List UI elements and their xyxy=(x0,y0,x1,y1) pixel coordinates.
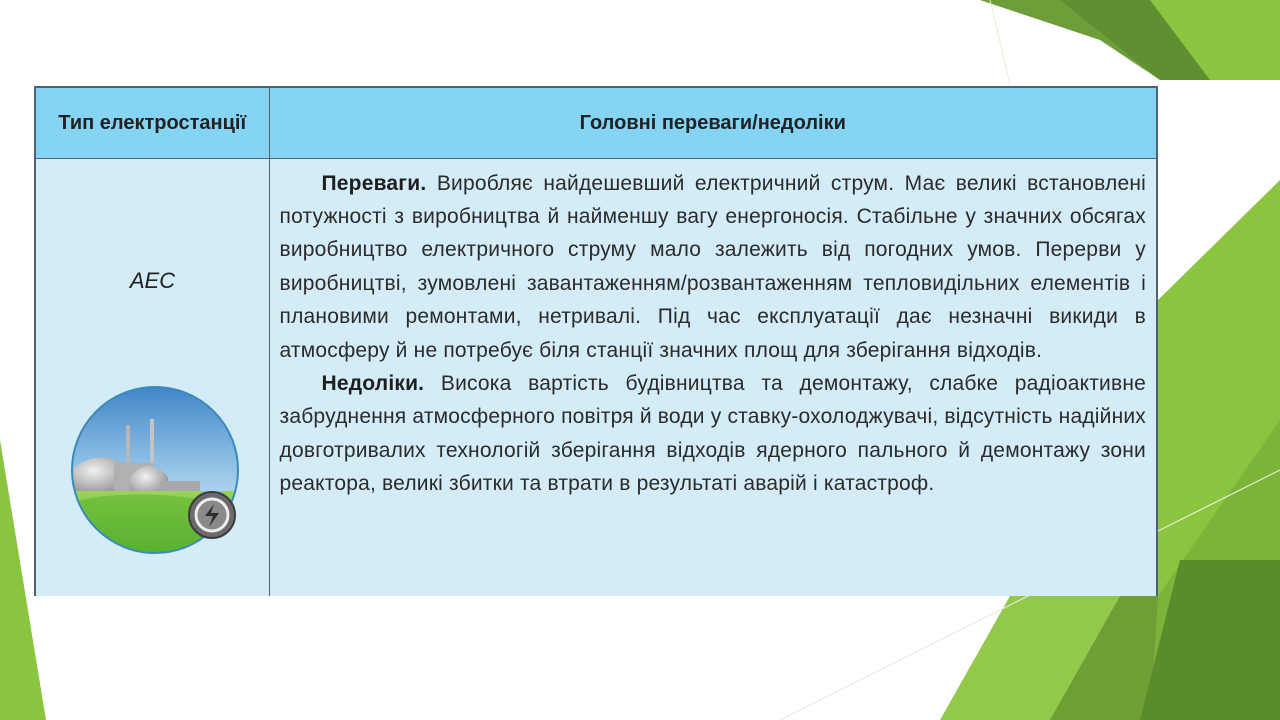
advantages-label: Переваги. xyxy=(321,171,427,195)
disadvantages-label: Недоліки. xyxy=(321,371,425,395)
header-type: Тип електростанції xyxy=(36,88,269,158)
disadvantages-text: Висока вартість будівництва та демонтажу, слабке радіоактивне забруднення атмосферного повітря й води у ставку-охолоджувачі, відсутність надійних довготривалих технологій зберігання відходів ядерного пального й демонтажу зони реактора, великі збитки та втрати в результаті аварій і катастроф. xyxy=(279,371,1147,496)
table-header-row xyxy=(36,88,1156,158)
power-plant-table xyxy=(36,88,1156,596)
disadvantages-paragraph xyxy=(280,367,1147,501)
plant-type-label: АЕС xyxy=(129,267,176,293)
power-plant-table-image xyxy=(34,86,1158,596)
advantages-text: Виробляє найдешевший електричний струм. Має великі встановлені потужності з виробництва й найменшу вагу енергоносія. Стабільне у значних обсягах виробництво електричного струму мало залежить від погодних умов. Перерви у виробництві, зумовлені завантаженням/розвантаженням тепловидільних елементів і плановими ремонтами, нетривалі. Під час експлуатації дає незначні викиди в атмосферу й не потребує біля станції значних площ для зберігання відходів. xyxy=(279,171,1146,362)
nuclear-power-plant-icon xyxy=(70,385,240,555)
table-row xyxy=(36,158,1156,596)
header-main: Головні переваги/недоліки xyxy=(269,88,1156,158)
advantages-paragraph xyxy=(280,167,1147,367)
type-cell xyxy=(36,158,269,596)
description-cell xyxy=(269,158,1156,596)
